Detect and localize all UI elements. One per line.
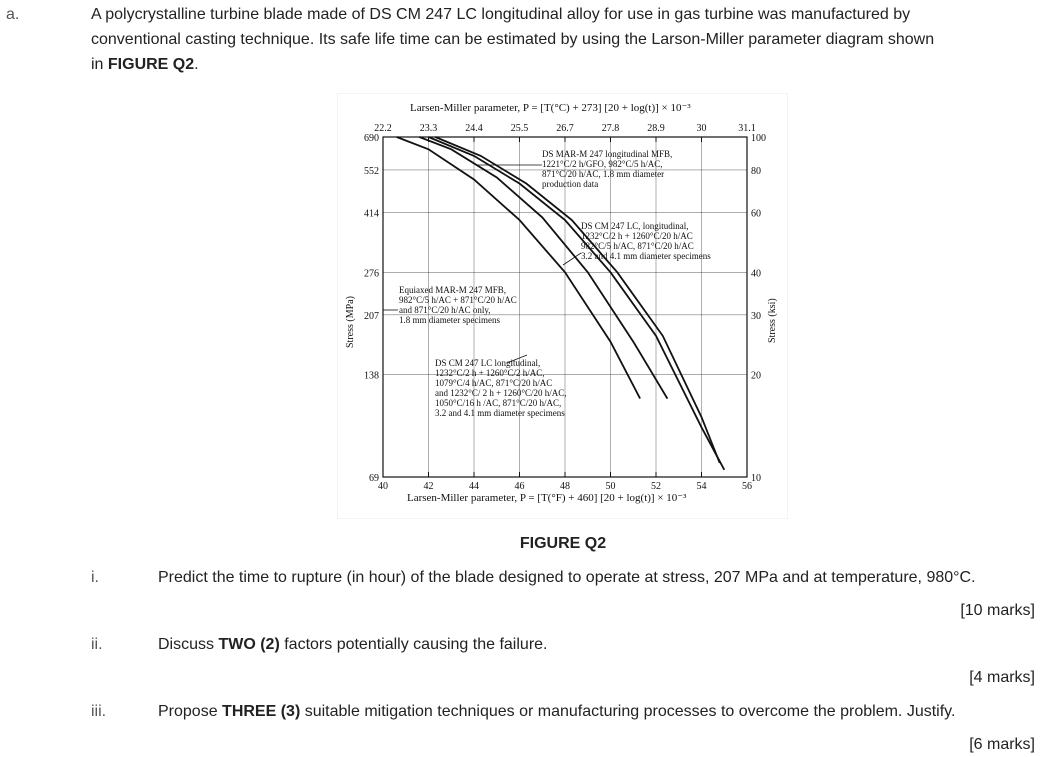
- right-tick-label: 60: [751, 208, 761, 220]
- intro-line-2: conventional casting technique. Its safe life time can be estimated by using the Larson-Miller parameter diagram shown: [91, 31, 935, 48]
- right-tick-label: 20: [751, 370, 761, 382]
- top-tick-label: 22.2: [374, 123, 392, 134]
- left-tick-label: 552: [364, 165, 379, 177]
- annotation-line: production data: [542, 179, 599, 189]
- top-axis-label: Larsen-Miller parameter, P = [T(°C) + 273] [20 + log(t)] × 10⁻³: [410, 102, 691, 114]
- left-tick-label: 207: [364, 310, 379, 322]
- annotation-line: DS CM 247 LC longitudinal,: [435, 358, 541, 368]
- annotation-line: Equiaxed MAR-M 247 MFB,: [399, 285, 507, 295]
- intro-line-3: [91, 52, 1051, 77]
- left-tick-label: 276: [364, 268, 379, 280]
- left-tick-label: 69: [369, 473, 379, 484]
- question-label: a.: [6, 6, 20, 23]
- left-tick-label: 690: [364, 133, 379, 144]
- annotation-line: 1050°C/16 h /AC, 871°C/20 h/AC,: [435, 398, 562, 408]
- annotation-line: 1079°C/4 h/AC, 871°C/20 h/AC: [435, 378, 553, 388]
- intro-line-1: A polycrystalline turbine blade made of DS CM 247 LC longitudinal alloy for use in gas turbine was manufactured by: [91, 6, 911, 23]
- top-tick-label: 26.7: [556, 123, 574, 134]
- annotation-line: 871°C/20 h/AC, 1.8 mm diameter: [542, 169, 665, 179]
- right-tick-label: 40: [751, 268, 761, 280]
- left-tick-label: 414: [364, 208, 379, 220]
- intro-line-3-pre: in: [91, 56, 108, 73]
- larson-miller-chart: [337, 93, 788, 519]
- annotation-line: DS MAR-M 247 longitudinal MFB,: [542, 149, 673, 159]
- bottom-tick-label: 40: [378, 481, 388, 492]
- right-tick-label: 100: [751, 133, 766, 144]
- annotation-line: 3.2 and 4.1 mm diameter specimens: [581, 251, 711, 261]
- bottom-tick-label: 42: [423, 481, 434, 492]
- annotation-line: 1221°C/2 h/GFO, 982°C/5 h/AC,: [542, 159, 663, 169]
- part-ii-marks: [4 marks]: [969, 669, 1035, 686]
- bottom-tick-label: 52: [651, 481, 661, 492]
- bottom-axis-label: Larsen-Miller parameter, P = [T(°F) + 460] [20 + log(t)] × 10⁻³: [407, 492, 687, 504]
- part-iii-marks: [6 marks]: [969, 736, 1035, 753]
- top-tick-label: 24.4: [465, 123, 483, 134]
- right-tick-label: 10: [751, 473, 761, 484]
- annotation-line: DS CM 247 LC, longitudinal,: [581, 221, 689, 231]
- part-i-text: Predict the time to rupture (in hour) of the blade designed to operate at stress, 207 MPa and at temperature, 980°C.: [158, 569, 976, 586]
- bottom-tick-label: 46: [514, 481, 525, 492]
- left-tick-label: 138: [364, 370, 379, 382]
- annotation-line: and 1232°C/ 2 h + 1260°C/20 h/AC,: [435, 388, 567, 398]
- figure-q2: [337, 93, 788, 519]
- intro-line-3-post: .: [194, 56, 199, 73]
- annotation-line: 3.2 and 4.1 mm diameter specimens: [435, 408, 565, 418]
- part-ii-pre: Discuss: [158, 636, 219, 653]
- annotation-line: 1232°C/2 h + 1260°C/20 h/AC: [581, 231, 693, 241]
- bottom-tick-label: 48: [560, 481, 570, 492]
- bottom-tick-label: 56: [742, 481, 752, 492]
- annotation-line: 1232°C/2 h + 1260°C/2 h/AC,: [435, 368, 545, 378]
- part-iii-bold: THREE (3): [222, 703, 301, 720]
- annotation-line: and 871°C/20 h/AC only,: [399, 305, 491, 315]
- annotation-line: 982°C/5 h/AC, 871°C/20 h/AC: [581, 241, 694, 251]
- part-iii-pre: Propose: [158, 703, 223, 720]
- part-i-marks: [10 marks]: [960, 602, 1035, 619]
- right-tick-label: 30: [751, 310, 761, 322]
- top-tick-label: 27.8: [601, 123, 620, 134]
- top-tick-label: 30: [696, 123, 707, 134]
- bottom-tick-label: 54: [696, 481, 707, 492]
- bottom-tick-label: 50: [605, 481, 616, 492]
- annotation-line: 1.8 mm diameter specimens: [399, 315, 500, 325]
- question-intro: [91, 2, 1051, 77]
- part-iii-text: [158, 699, 1048, 724]
- bottom-tick-label: 44: [469, 481, 479, 492]
- figure-caption: FIGURE Q2: [519, 535, 607, 552]
- part-ii-bold: TWO (2): [218, 636, 280, 653]
- right-axis-label: Stress (ksi): [767, 298, 778, 343]
- part-ii-number: ii.: [91, 636, 103, 653]
- figure-reference: FIGURE Q2: [107, 56, 195, 73]
- part-iii-post: suitable mitigation techniques or manufacturing processes to overcome the problem. Justify.: [300, 703, 956, 720]
- top-tick-label: 28.9: [647, 123, 665, 134]
- top-tick-label: 31.1: [738, 123, 756, 134]
- part-ii-text: [158, 632, 1048, 657]
- part-i-number: i.: [91, 569, 99, 586]
- part-iii-number: iii.: [91, 703, 107, 720]
- annotation-line: 982°C/5 h/AC + 871°C/20 h/AC: [399, 295, 517, 305]
- left-axis-label: Stress (MPa): [345, 296, 356, 348]
- top-tick-label: 23.3: [419, 123, 438, 134]
- right-tick-label: 80: [751, 165, 761, 177]
- top-tick-label: 25.5: [510, 123, 529, 134]
- part-ii-post: factors potentially causing the failure.: [279, 636, 548, 653]
